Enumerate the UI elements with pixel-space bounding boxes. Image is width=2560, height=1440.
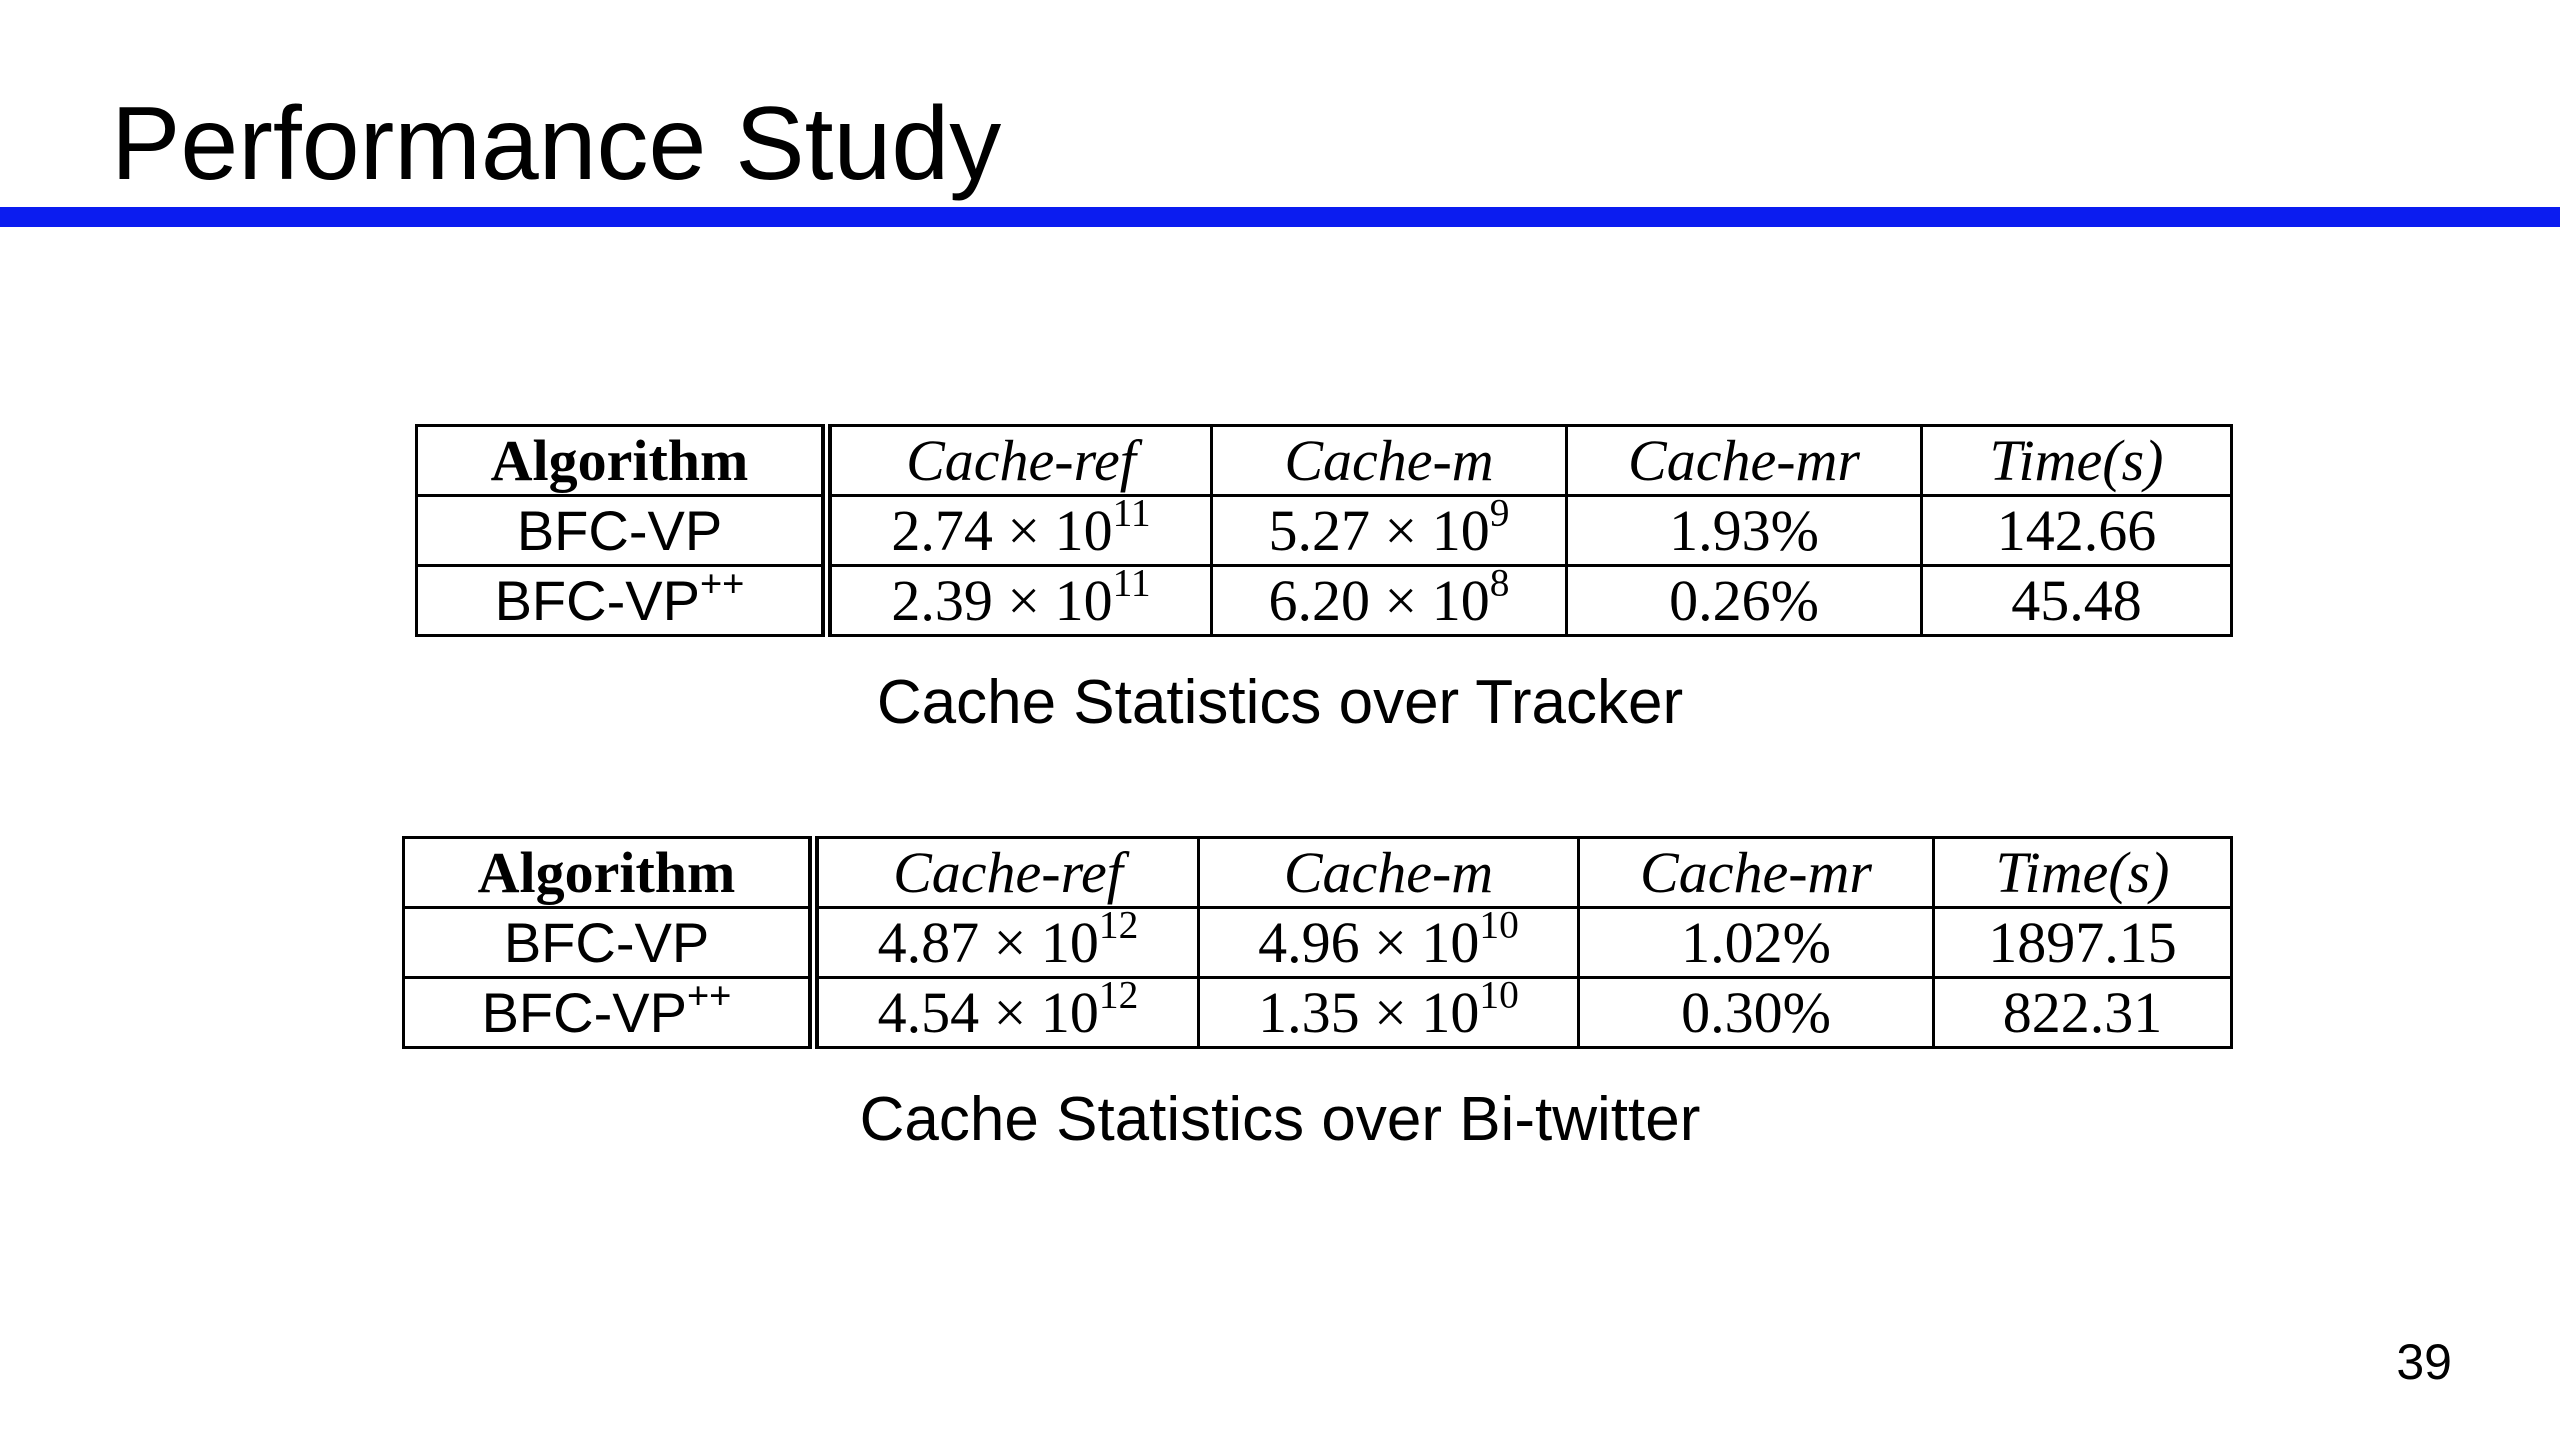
cache-m-cell: $5.27 \times 10^9$	[1212, 496, 1567, 566]
algorithm-cell: BFC-VP++	[404, 978, 814, 1048]
time-cell: 142.66	[1922, 496, 2232, 566]
header-algorithm: Algorithm	[404, 838, 814, 908]
header-cache-m: Cache-m	[1212, 426, 1567, 496]
cache-ref-cell: $2.74 \times 10^{11}$	[827, 496, 1212, 566]
bitwitter-table-caption: Cache Statistics over Bi-twitter	[859, 1085, 1701, 1154]
algorithm-cell: BFC-VP	[404, 908, 814, 978]
slide-title: Performance Study	[111, 86, 1002, 202]
title-underline-rule	[0, 207, 2560, 227]
header-cache-mr: Cache-mr	[1579, 838, 1934, 908]
table-row	[404, 978, 2232, 1048]
cache-ref-cell: $4.54 \times 10^{12}$	[814, 978, 1199, 1048]
algorithm-cell: BFC-VP	[417, 496, 827, 566]
cache-mr-cell: 0.30%	[1579, 978, 1934, 1048]
header-cache-m: Cache-m	[1199, 838, 1579, 908]
tracker-cache-table	[415, 424, 2233, 637]
algorithm-cell: BFC-VP++	[417, 566, 827, 636]
header-algorithm: Algorithm	[417, 426, 827, 496]
cache-mr-cell: 1.93%	[1567, 496, 1922, 566]
header-time: Time(s)	[1922, 426, 2232, 496]
table-header-row	[417, 426, 2232, 496]
cache-ref-cell: $2.39 \times 10^{11}$	[827, 566, 1212, 636]
time-cell: 45.48	[1922, 566, 2232, 636]
cache-ref-cell: $4.87 \times 10^{12}$	[814, 908, 1199, 978]
bitwitter-cache-table	[402, 836, 2233, 1049]
table-row	[417, 496, 2232, 566]
header-cache-mr: Cache-mr	[1567, 426, 1922, 496]
table-row	[404, 908, 2232, 978]
header-cache-ref: Cache-ref	[814, 838, 1199, 908]
page-number: 39	[2396, 1334, 2452, 1390]
cache-mr-cell: 1.02%	[1579, 908, 1934, 978]
table-row	[417, 566, 2232, 636]
time-cell: 1897.15	[1934, 908, 2232, 978]
header-time: Time(s)	[1934, 838, 2232, 908]
time-cell: 822.31	[1934, 978, 2232, 1048]
table-header-row	[404, 838, 2232, 908]
cache-m-cell: $4.96 \times 10^{10}$	[1199, 908, 1579, 978]
cache-m-cell: $1.35 \times 10^{10}$	[1199, 978, 1579, 1048]
cache-m-cell: $6.20 \times 10^8$	[1212, 566, 1567, 636]
cache-mr-cell: 0.26%	[1567, 566, 1922, 636]
tracker-table-caption: Cache Statistics over Tracker	[876, 668, 1684, 737]
header-cache-ref: Cache-ref	[827, 426, 1212, 496]
